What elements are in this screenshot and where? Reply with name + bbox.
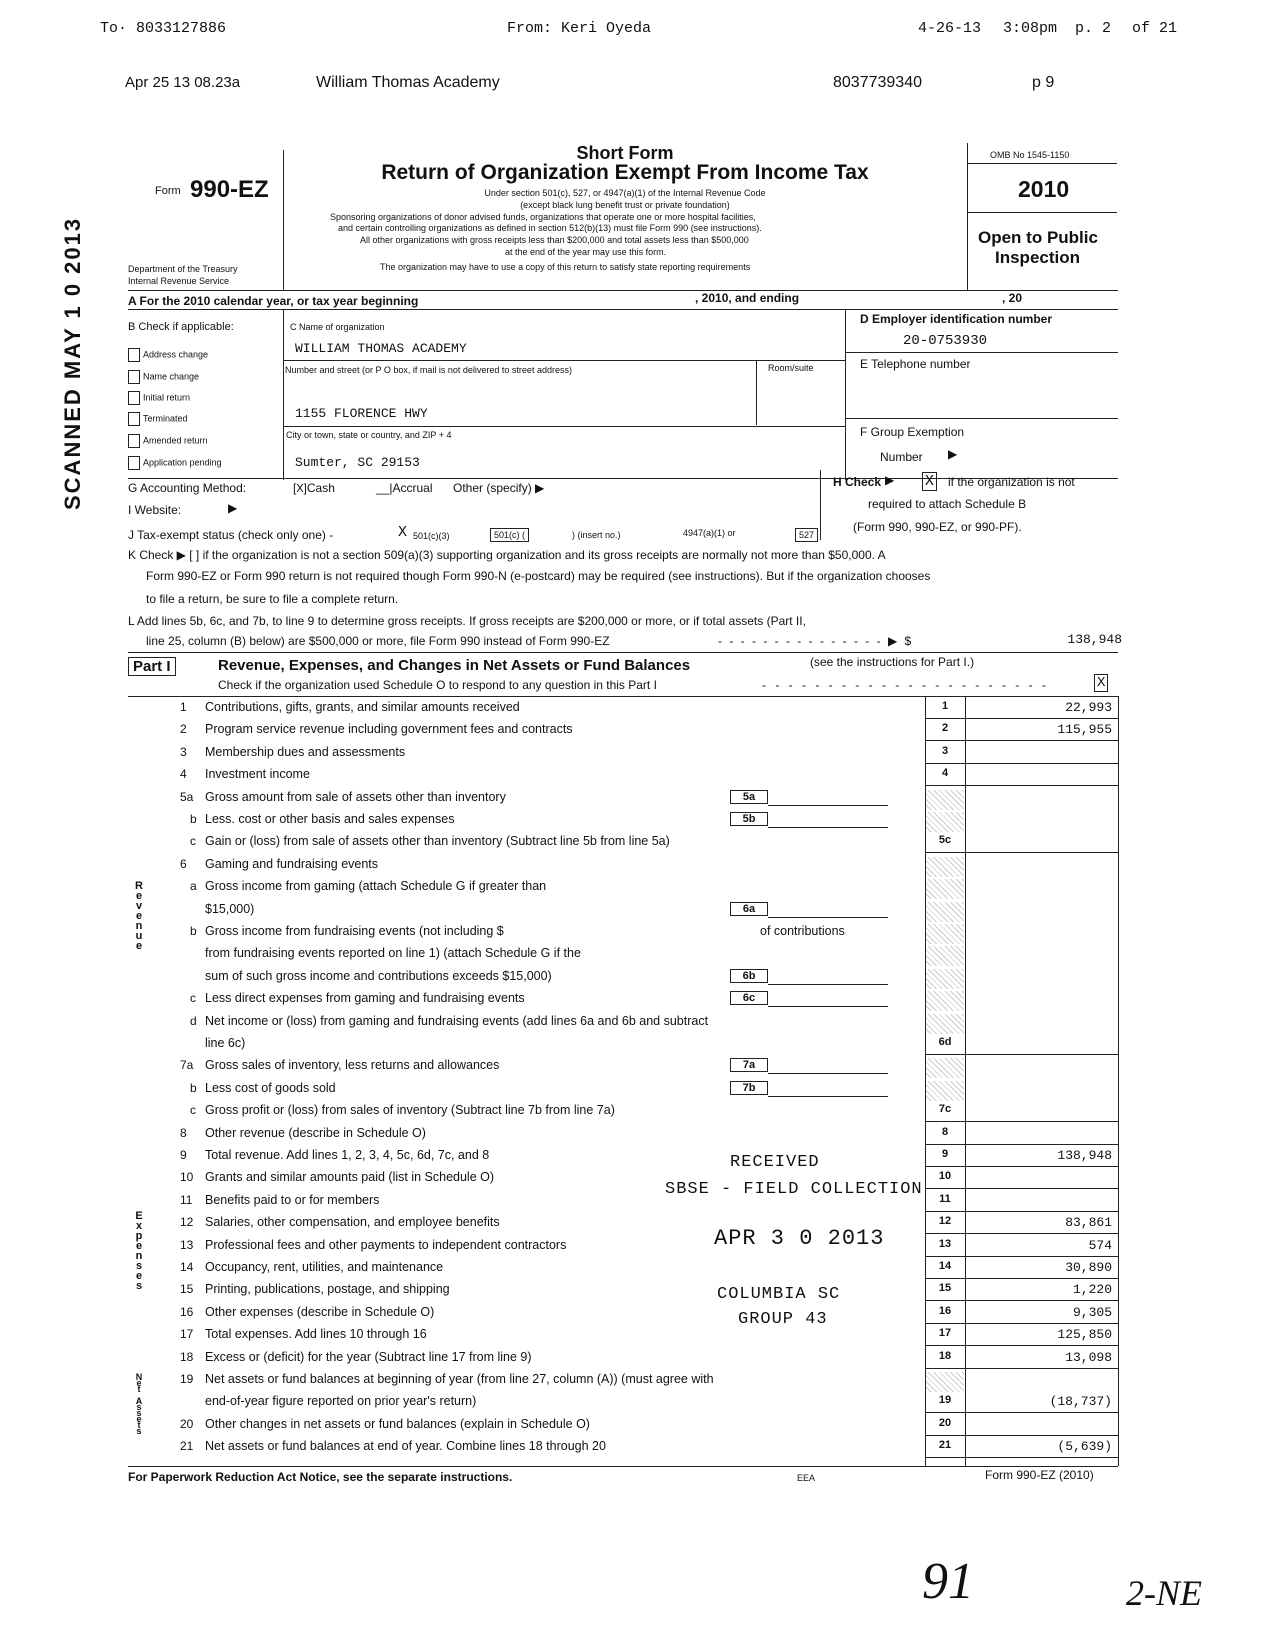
- line-amount[interactable]: 9,305: [1072, 1305, 1112, 1320]
- org-name: WILLIAM THOMAS ACADEMY: [295, 341, 467, 356]
- g-accrual-label: Accrual: [392, 481, 433, 495]
- line-description: Gross income from gaming (attach Schedule G if greater than: [205, 879, 547, 893]
- shaded-cell: [926, 857, 964, 877]
- shaded-cell: [926, 969, 964, 989]
- city-label: City or town, state or country, and ZIP + 4: [286, 430, 452, 440]
- line-description: Gross income from fundraising events (not including $: [205, 924, 504, 938]
- b-check-label: Initial return: [143, 392, 191, 403]
- line-rule: [925, 1121, 1118, 1122]
- g-cash-label: Cash: [306, 481, 335, 495]
- scanned-stamp: SCANNED MAY 1 0 2013: [60, 216, 85, 510]
- line-number: c: [190, 1103, 196, 1117]
- line-description: Total revenue. Add lines 1, 2, 3, 4, 5c, 6d, 7c, and 8: [205, 1148, 490, 1162]
- inner-box-field[interactable]: [768, 1096, 888, 1097]
- ein: 20-0753930: [903, 333, 988, 349]
- l-line-2: line 25, column (B) below) are $500,000 or more, file Form 990 instead of Form 990-EZ: [146, 634, 610, 648]
- line-description: Occupancy, rent, utilities, and maintenance: [205, 1260, 444, 1274]
- line-number: 18: [180, 1350, 194, 1364]
- line-box-number: 16: [938, 1305, 952, 1317]
- g-other-label: Other (specify): [453, 481, 532, 495]
- inner-box-label: 5b: [730, 812, 768, 826]
- line-number: 2: [180, 722, 187, 736]
- b-check-label: Terminated: [143, 413, 188, 424]
- form-year: 2010: [1018, 176, 1070, 202]
- inspection: Inspection: [995, 248, 1081, 267]
- line-box-number: 13: [938, 1238, 952, 1250]
- line-description: end-of-year figure reported on prior year's return): [205, 1394, 477, 1408]
- inner-box-field[interactable]: [768, 1006, 888, 1007]
- line-rule: [925, 740, 1118, 741]
- b-check-item[interactable]: [128, 370, 199, 384]
- open-to-public: Open to Public: [978, 228, 1098, 247]
- line-description: Membership dues and assessments: [205, 745, 406, 759]
- line-rule: [925, 1278, 1118, 1279]
- omb-number: OMB No 1545-1150: [990, 150, 1070, 160]
- form-subtitle-3: Sponsoring organizations of donor advised funds, organizations that operate one or more hospital facilities,: [330, 212, 756, 222]
- b-check-label: Application pending: [143, 457, 222, 468]
- room-label: Room/suite: [768, 363, 814, 373]
- line-number: c: [190, 834, 196, 848]
- line-a-mid: , 2010, and ending: [695, 291, 800, 305]
- line-number: b: [190, 1081, 197, 1095]
- line-box-number: 9: [941, 1148, 949, 1160]
- inner-box-label: 7b: [730, 1081, 768, 1095]
- line-rule: [925, 1457, 1118, 1458]
- f-arrow-icon: ▶: [948, 447, 958, 461]
- line-box-number: 7c: [938, 1103, 952, 1115]
- line-number: 20: [180, 1417, 194, 1431]
- line-rule: [925, 1345, 1118, 1346]
- line-rule: [925, 785, 1118, 786]
- j-527-option[interactable]: 527: [795, 528, 818, 542]
- b-checkbox[interactable]: [128, 391, 140, 405]
- h-text-1: if the organization is not: [948, 475, 1075, 489]
- form-subtitle-1: Under section 501(c), 527, or 4947(a)(1) of the Internal Revenue Code: [484, 188, 766, 198]
- side-net-assets: Net Assets: [134, 1372, 144, 1432]
- line-amount[interactable]: 125,850: [1057, 1327, 1112, 1342]
- b-check-item[interactable]: [128, 434, 208, 448]
- line-amount[interactable]: 1,220: [1072, 1282, 1112, 1297]
- sbse-stamp: SBSE - FIELD COLLECTION: [665, 1180, 923, 1199]
- line-number: d: [190, 1014, 197, 1028]
- footer-eea: EEA: [797, 1473, 816, 1483]
- l-dots: - - - - - - - - - - - - - - - ▶ $: [718, 634, 914, 648]
- line-description: Salaries, other compensation, and employee benefits: [205, 1215, 500, 1229]
- line-rule: [925, 852, 1118, 853]
- line-number: 12: [180, 1215, 194, 1229]
- street-label: Number and street (or P O box, if mail is not delivered to street address): [285, 365, 572, 375]
- b-check-item[interactable]: [128, 391, 190, 405]
- part1-see: (see the instructions for Part I.): [810, 655, 975, 669]
- line-description: Gross amount from sale of assets other than inventory: [205, 790, 506, 804]
- shaded-cell: [926, 924, 964, 944]
- line-amount[interactable]: 115,955: [1057, 722, 1112, 737]
- line-description: Net income or (loss) from gaming and fundraising events (add lines 6a and 6b and subtract: [205, 1014, 709, 1028]
- shaded-cell: [926, 879, 964, 899]
- line-description: $15,000): [205, 902, 255, 916]
- side-revenue: Revenue: [133, 880, 145, 950]
- fax-from: From: Keri Oyeda: [507, 20, 652, 37]
- line-description: Other revenue (describe in Schedule O): [205, 1126, 426, 1140]
- line-number: b: [190, 924, 197, 938]
- b-check-item[interactable]: [128, 348, 208, 362]
- received-stamp: RECEIVED: [730, 1153, 820, 1172]
- footer-notice: For Paperwork Reduction Act Notice, see the separate instructions.: [128, 1470, 513, 1484]
- shaded-cell: [926, 1372, 964, 1392]
- fax-date: 4-26-13: [918, 20, 982, 37]
- b-label: B Check if applicable:: [128, 321, 234, 333]
- shaded-cell: [926, 790, 964, 810]
- line-number: 19: [180, 1372, 194, 1386]
- line-number: 7a: [180, 1058, 194, 1072]
- line-number: 11: [180, 1193, 193, 1207]
- b-checkbox[interactable]: [128, 434, 140, 448]
- line-rule: [925, 1368, 1118, 1369]
- line-box-number: 18: [938, 1350, 952, 1362]
- line-amount[interactable]: 13,098: [1065, 1350, 1112, 1365]
- line-number: 10: [180, 1170, 194, 1184]
- b-checkbox[interactable]: [128, 412, 140, 426]
- inner-box-label: 7a: [730, 1058, 768, 1072]
- line-box-number: 2: [941, 722, 949, 734]
- fax2-org: William Thomas Academy: [316, 74, 500, 91]
- i-arrow-icon: ▶: [228, 501, 238, 515]
- date-stamp: APR 3 0 2013: [714, 1226, 885, 1251]
- line-number: a: [190, 879, 197, 893]
- h-label: H Check: [833, 475, 882, 489]
- line-box-number: 1: [941, 700, 949, 712]
- inner-box-field[interactable]: [768, 917, 888, 918]
- b-check-item[interactable]: [128, 412, 188, 426]
- inner-box-label: 6c: [730, 991, 768, 1005]
- j-4947-option[interactable]: 4947(a)(1) or: [683, 528, 736, 538]
- group-stamp: GROUP 43: [738, 1310, 828, 1329]
- line-description: Total expenses. Add lines 10 through 16: [205, 1327, 427, 1341]
- part1-schedule-o-checkbox[interactable]: X: [1094, 674, 1108, 692]
- line-number: 16: [180, 1305, 194, 1319]
- inner-box-label: 5a: [730, 790, 768, 804]
- line-description: Less direct expenses from gaming and fundraising events: [205, 991, 525, 1005]
- line-box-number: 17: [938, 1327, 952, 1339]
- k-line-3: to file a return, be sure to file a complete return.: [146, 592, 399, 606]
- k-line-1: K Check ▶ [ ] if the organization is not a section 509(a)(3) supporting organization and its gross receipts are normally not more than $50,000. A: [128, 548, 886, 562]
- line-rule: [925, 1323, 1118, 1324]
- line-description: Gross sales of inventory, less returns and allowances: [205, 1058, 500, 1072]
- line-rule: [925, 1300, 1118, 1301]
- h-checkbox[interactable]: X: [922, 472, 937, 491]
- b-check-item[interactable]: [128, 456, 222, 470]
- form-label: Form: [155, 185, 181, 197]
- line-number: 1: [180, 700, 187, 714]
- line-description: Net assets or fund balances at beginning of year (from line 27, column (A)) (must agree with: [205, 1372, 714, 1386]
- line-extra: of contributions: [760, 924, 845, 938]
- line-number: 9: [180, 1148, 187, 1162]
- shaded-cell: [926, 1014, 964, 1034]
- line-description: Grants and similar amounts paid (list in Schedule O): [205, 1170, 495, 1184]
- fax-to: To· 8033127886: [100, 20, 227, 37]
- f-label-2: Number: [880, 450, 923, 464]
- line-box-number: 11: [939, 1193, 951, 1205]
- line-description: Gain or (loss) from sale of assets other than inventory (Subtract line 5b from line 5a): [205, 834, 670, 848]
- j-insert-label: ) (insert no.): [572, 530, 621, 540]
- line-description: Gaming and fundraising events: [205, 857, 379, 871]
- line-number: c: [190, 991, 196, 1005]
- line-rule: [925, 1412, 1118, 1413]
- line-number: b: [190, 812, 197, 826]
- line-number: 13: [180, 1238, 194, 1252]
- shaded-cell: [926, 902, 964, 922]
- inner-box-label: 6a: [730, 902, 768, 916]
- form-title-short: Short Form: [576, 143, 674, 163]
- line-description: Program service revenue including government fees and contracts: [205, 722, 573, 736]
- line-rule: [925, 1211, 1118, 1212]
- line-amount[interactable]: 574: [1088, 1238, 1112, 1253]
- dept-treasury: Department of the Treasury: [128, 264, 238, 274]
- line-rule: [925, 1188, 1118, 1189]
- fax2-date: Apr 25 13 08.23a: [125, 74, 241, 91]
- b-checkbox[interactable]: [128, 456, 140, 470]
- line-number: 21: [180, 1439, 194, 1453]
- line-description: Less cost of goods sold: [205, 1081, 336, 1095]
- line-description: Gross profit or (loss) from sales of inventory (Subtract line 7b from line 7a): [205, 1103, 615, 1117]
- b-check-label: Address change: [143, 349, 209, 360]
- d-label: D Employer identification number: [860, 312, 1053, 326]
- l-line-1: L Add lines 5b, 6c, and 7b, to line 9 to determine gross receipts. If gross receipts are $200,000 or more, or if total assets (Part II,: [128, 614, 806, 628]
- line-rule: [925, 1435, 1118, 1436]
- line-rule: [925, 718, 1118, 719]
- dept-irs: Internal Revenue Service: [128, 276, 230, 286]
- line-amount[interactable]: (5,639): [1057, 1439, 1112, 1454]
- j-501c3-mark[interactable]: X: [398, 524, 408, 541]
- shaded-cell: [926, 1081, 964, 1101]
- line-description: Printing, publications, postage, and shipping: [205, 1282, 450, 1296]
- line-description: Other changes in net assets or fund balances (explain in Schedule O): [205, 1417, 590, 1431]
- line-description: Contributions, gifts, grants, and similar amounts received: [205, 700, 520, 714]
- line-amount[interactable]: 30,890: [1065, 1260, 1112, 1275]
- i-label: I Website:: [128, 503, 182, 517]
- fax-page: p. 2: [1075, 20, 1112, 37]
- form-title: Return of Organization Exempt From Income Tax: [381, 161, 869, 184]
- line-number: 3: [180, 745, 187, 759]
- line-rule: [925, 763, 1118, 764]
- f-label: F Group Exemption: [860, 425, 965, 439]
- fax-time: 3:08pm: [1003, 20, 1058, 37]
- h-text-3: (Form 990, 990-EZ, or 990-PF).: [853, 520, 1022, 534]
- j-501c3-label: 501(c)(3): [413, 531, 450, 541]
- line-description: Benefits paid to or for members: [205, 1193, 380, 1207]
- line-description: line 6c): [205, 1036, 246, 1050]
- j-501c-option[interactable]: 501(c) (: [490, 528, 529, 542]
- e-label: E Telephone number: [860, 357, 971, 371]
- h-arrow-icon: ▶: [885, 473, 895, 487]
- inner-box-field[interactable]: [768, 984, 888, 985]
- line-box-number: 4: [941, 767, 949, 779]
- handwritten-number: 91: [922, 1553, 974, 1610]
- k-line-2: Form 990-EZ or Form 990 return is not required though Form 990-N (e-postcard) may be required (see instructions). But if the organization chooses: [146, 569, 931, 583]
- line-rule: [925, 1256, 1118, 1257]
- columbia-stamp: COLUMBIA SC: [717, 1285, 841, 1304]
- line-description: Net assets or fund balances at end of year. Combine lines 18 through 20: [205, 1439, 606, 1453]
- form-subtitle-7: The organization may have to use a copy of this return to satisfy state reporting requirements: [380, 262, 751, 272]
- line-a-label: A For the 2010 calendar year, or tax year beginning: [128, 294, 419, 308]
- g-cash-mark: X: [296, 482, 304, 496]
- line-rule: [925, 1144, 1118, 1145]
- line-box-number: 20: [938, 1417, 952, 1429]
- line-number: 14: [180, 1260, 194, 1274]
- inner-box-field[interactable]: [768, 805, 888, 806]
- line-box-number: 14: [938, 1260, 952, 1272]
- line-description: Professional fees and other payments to independent contractors: [205, 1238, 567, 1252]
- line-amount[interactable]: 83,861: [1065, 1215, 1112, 1230]
- line-box-number: 19: [938, 1394, 952, 1406]
- form-subtitle-2: (except black lung benefit trust or private foundation): [520, 200, 730, 210]
- line-rule: [925, 1233, 1118, 1234]
- inner-box-field[interactable]: [768, 1073, 888, 1074]
- b-checkbox[interactable]: [128, 348, 140, 362]
- inner-box-field[interactable]: [768, 827, 888, 828]
- line-box-number: 8: [941, 1126, 949, 1138]
- city: Sumter, SC 29153: [295, 455, 420, 470]
- line-number: 17: [180, 1327, 194, 1341]
- line-amount[interactable]: (18,737): [1049, 1394, 1112, 1409]
- line-number: 4: [180, 767, 187, 781]
- line-number: 8: [180, 1126, 187, 1140]
- j-label: J Tax-exempt status (check only one) -: [128, 528, 334, 542]
- line-number: 5a: [180, 790, 194, 804]
- line-box-number: 12: [938, 1215, 952, 1227]
- line-number: 6: [180, 857, 187, 871]
- line-box-number: 6d: [938, 1036, 952, 1048]
- b-check-label: Name change: [143, 371, 200, 382]
- side-expenses: Expenses: [133, 1210, 145, 1290]
- line-rule: [925, 1054, 1118, 1055]
- line-a-end: , 20: [1002, 291, 1023, 305]
- line-box-number: 10: [938, 1170, 952, 1182]
- form-subtitle-5: All other organizations with gross receipts less than $200,000 and total assets less than $500,000: [360, 235, 749, 245]
- g-cash-option[interactable]: [X]Cash: [293, 481, 335, 496]
- line-description: Excess or (deficit) for the year (Subtract line 17 from line 9): [205, 1350, 532, 1364]
- fax2-phone: 8037739340: [833, 74, 922, 91]
- line-rule: [925, 1166, 1118, 1167]
- form-number: 990-EZ: [190, 176, 269, 203]
- handwritten-initials: 2-NE: [1126, 1573, 1202, 1613]
- line-description: Investment income: [205, 767, 310, 781]
- part1-check-line: Check if the organization used Schedule O to respond to any question in this Part I: [218, 678, 657, 692]
- line-amount[interactable]: 22,993: [1065, 700, 1112, 715]
- g-other-option[interactable]: Other (specify) ▶: [453, 481, 545, 495]
- line-description: sum of such gross income and contributions exceeds $15,000): [205, 969, 552, 983]
- inner-box-label: 6b: [730, 969, 768, 983]
- fax-of: of 21: [1132, 20, 1178, 37]
- line-description: from fundraising events reported on line 1) (attach Schedule G if the: [205, 946, 581, 960]
- line-box-number: 21: [938, 1439, 952, 1451]
- street: 1155 FLORENCE HWY: [295, 406, 428, 421]
- fax2-page: p 9: [1032, 74, 1055, 91]
- form-subtitle-4: and certain controlling organizations as defined in section 512(b)(13) must file Form 990 (see instructions).: [338, 223, 762, 233]
- l-amount: 138,948: [1067, 632, 1122, 647]
- c-label: C Name of organization: [290, 322, 385, 332]
- b-check-label: Amended return: [143, 435, 208, 446]
- shaded-cell: [926, 1058, 964, 1078]
- g-label: G Accounting Method:: [128, 481, 247, 495]
- b-checkbox[interactable]: [128, 370, 140, 384]
- shaded-cell: [926, 991, 964, 1011]
- line-box-number: 3: [941, 745, 949, 757]
- part1-title: Revenue, Expenses, and Changes in Net Assets or Fund Balances: [218, 657, 691, 674]
- shaded-cell: [926, 812, 964, 832]
- line-description: Other expenses (describe in Schedule O): [205, 1305, 435, 1319]
- footer-form: Form 990-EZ (2010): [985, 1468, 1094, 1482]
- line-description: Less. cost or other basis and sales expenses: [205, 812, 455, 826]
- h-text-2: required to attach Schedule B: [868, 497, 1027, 511]
- shaded-cell: [926, 946, 964, 966]
- g-accrual-option[interactable]: __|Accrual: [376, 481, 433, 495]
- line-box-number: 15: [938, 1282, 952, 1294]
- part1-check-dots: - - - - - - - - - - - - - - - - - - - - - -: [762, 678, 1049, 692]
- line-amount[interactable]: 138,948: [1057, 1148, 1112, 1163]
- part1-label: Part I: [128, 657, 176, 676]
- line-box-number: 5c: [938, 834, 952, 846]
- form-subtitle-6: at the end of the year may use this form.: [505, 247, 667, 257]
- line-number: 15: [180, 1282, 194, 1296]
